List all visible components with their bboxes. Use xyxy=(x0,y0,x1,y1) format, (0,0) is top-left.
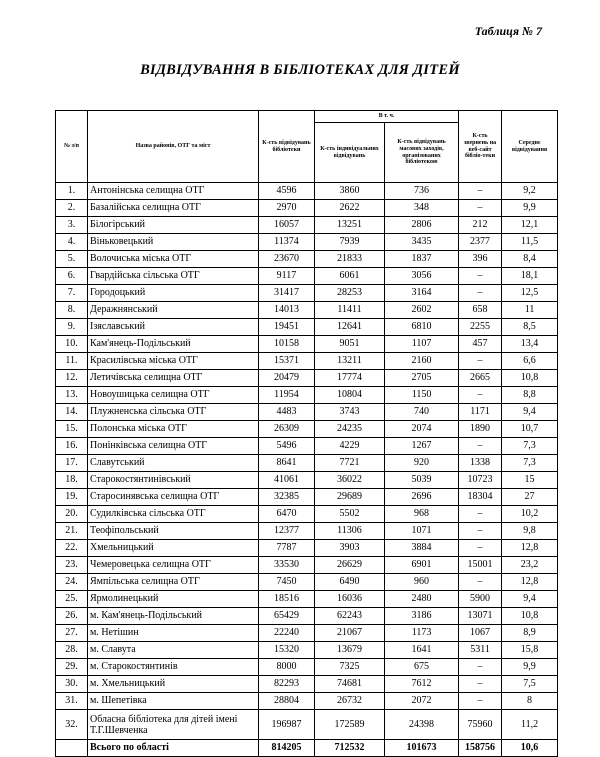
cell-individual: 74681 xyxy=(315,676,385,693)
table-caption: Таблиця № 7 xyxy=(474,24,542,38)
cell-web: 1338 xyxy=(459,455,502,472)
cell-name: Старосинявська селищна ОТГ xyxy=(88,489,259,506)
table-row xyxy=(56,472,558,489)
cell-name: Летичівська селищна ОТГ xyxy=(88,370,259,387)
cell-avg: 9,8 xyxy=(502,523,558,540)
total-cell-total: 814205 xyxy=(259,740,315,757)
table-row xyxy=(56,285,558,302)
cell-mass: 2705 xyxy=(385,370,459,387)
cell-individual: 17774 xyxy=(315,370,385,387)
cell-total: 41061 xyxy=(259,472,315,489)
cell-individual: 11306 xyxy=(315,523,385,540)
cell-web: – xyxy=(459,693,502,710)
cell-name: Чемеровецька селищна ОТГ xyxy=(88,557,259,574)
cell-no: 14. xyxy=(56,404,88,421)
cell-name: Обласна бібліотека для дітей імені Т.Г.Шевченка xyxy=(88,710,259,740)
total-cell-avg: 10,6 xyxy=(502,740,558,757)
cell-total: 7787 xyxy=(259,540,315,557)
cell-web: 5900 xyxy=(459,591,502,608)
cell-no: 23. xyxy=(56,557,88,574)
cell-name: Ярмолинецький xyxy=(88,591,259,608)
header-individual: К-сть індивідуальних відвідувань xyxy=(315,123,385,183)
cell-total: 23670 xyxy=(259,251,315,268)
cell-individual: 16036 xyxy=(315,591,385,608)
table-row xyxy=(56,676,558,693)
cell-mass: 1837 xyxy=(385,251,459,268)
cell-mass: 5039 xyxy=(385,472,459,489)
cell-individual: 28253 xyxy=(315,285,385,302)
cell-individual: 3743 xyxy=(315,404,385,421)
cell-individual: 172589 xyxy=(315,710,385,740)
cell-individual: 7325 xyxy=(315,659,385,676)
header-web: К-сть звернень на веб-сайт бібліо-теки xyxy=(459,111,502,183)
table-row xyxy=(56,523,558,540)
cell-avg: 12,5 xyxy=(502,285,558,302)
cell-avg: 7,3 xyxy=(502,438,558,455)
cell-no: 19. xyxy=(56,489,88,506)
cell-name: Волочиська міська ОТГ xyxy=(88,251,259,268)
cell-name: м. Шепетівка xyxy=(88,693,259,710)
table-row xyxy=(56,421,558,438)
cell-name: м. Старокостянтинів xyxy=(88,659,259,676)
cell-web: – xyxy=(459,438,502,455)
cell-avg: 11,2 xyxy=(502,710,558,740)
cell-total: 19451 xyxy=(259,319,315,336)
cell-web: – xyxy=(459,574,502,591)
cell-name: Білогірський xyxy=(88,217,259,234)
cell-avg: 27 xyxy=(502,489,558,506)
cell-avg: 8,9 xyxy=(502,625,558,642)
cell-avg: 9,2 xyxy=(502,183,558,200)
table-row xyxy=(56,693,558,710)
cell-name: Теофіпольський xyxy=(88,523,259,540)
cell-web: – xyxy=(459,540,502,557)
cell-avg: 8,8 xyxy=(502,387,558,404)
cell-name: Славутський xyxy=(88,455,259,472)
cell-web: 1171 xyxy=(459,404,502,421)
header-mass: К-сть відвідувань масових заходів, організованих бібліотекою xyxy=(385,123,459,183)
cell-name: Ямпільська селищна ОТГ xyxy=(88,574,259,591)
cell-mass: 3435 xyxy=(385,234,459,251)
cell-mass: 968 xyxy=(385,506,459,523)
table-row xyxy=(56,319,558,336)
cell-avg: 15 xyxy=(502,472,558,489)
cell-individual: 13211 xyxy=(315,353,385,370)
cell-total: 8000 xyxy=(259,659,315,676)
total-cell-individual: 712532 xyxy=(315,740,385,757)
table-row xyxy=(56,251,558,268)
cell-avg: 12,8 xyxy=(502,540,558,557)
total-cell-web: 158756 xyxy=(459,740,502,757)
cell-no: 17. xyxy=(56,455,88,472)
cell-no: 9. xyxy=(56,319,88,336)
cell-web: 396 xyxy=(459,251,502,268)
cell-avg: 7,5 xyxy=(502,676,558,693)
cell-avg: 7,3 xyxy=(502,455,558,472)
table-row xyxy=(56,455,558,472)
cell-total: 22240 xyxy=(259,625,315,642)
table-row xyxy=(56,506,558,523)
table-row xyxy=(56,234,558,251)
cell-avg: 23,2 xyxy=(502,557,558,574)
cell-no: 2. xyxy=(56,200,88,217)
cell-mass: 2602 xyxy=(385,302,459,319)
cell-no: 12. xyxy=(56,370,88,387)
cell-individual: 10804 xyxy=(315,387,385,404)
cell-web: 13071 xyxy=(459,608,502,625)
cell-individual: 7721 xyxy=(315,455,385,472)
cell-mass: 6810 xyxy=(385,319,459,336)
cell-no: 24. xyxy=(56,574,88,591)
cell-name: Хмельницький xyxy=(88,540,259,557)
cell-individual: 21067 xyxy=(315,625,385,642)
cell-total: 16057 xyxy=(259,217,315,234)
cell-mass: 2696 xyxy=(385,489,459,506)
table-row xyxy=(56,642,558,659)
cell-no: 16. xyxy=(56,438,88,455)
cell-no: 27. xyxy=(56,625,88,642)
table-row xyxy=(56,540,558,557)
cell-avg: 10,7 xyxy=(502,421,558,438)
cell-total: 2970 xyxy=(259,200,315,217)
cell-mass: 1071 xyxy=(385,523,459,540)
cell-no: 10. xyxy=(56,336,88,353)
cell-total: 33530 xyxy=(259,557,315,574)
cell-name: Плужненська сільська ОТГ xyxy=(88,404,259,421)
cell-mass: 1150 xyxy=(385,387,459,404)
table-row xyxy=(56,438,558,455)
cell-mass: 2480 xyxy=(385,591,459,608)
cell-mass: 3164 xyxy=(385,285,459,302)
cell-total: 28804 xyxy=(259,693,315,710)
cell-no: 18. xyxy=(56,472,88,489)
cell-total: 20479 xyxy=(259,370,315,387)
cell-name: м. Кам'янець-Подільський xyxy=(88,608,259,625)
cell-avg: 9,9 xyxy=(502,659,558,676)
cell-web: 658 xyxy=(459,302,502,319)
cell-mass: 2074 xyxy=(385,421,459,438)
cell-web: – xyxy=(459,183,502,200)
cell-mass: 1641 xyxy=(385,642,459,659)
cell-avg: 15,8 xyxy=(502,642,558,659)
cell-mass: 1267 xyxy=(385,438,459,455)
cell-name: Антонінська селищна ОТГ xyxy=(88,183,259,200)
cell-name: Новоушицька селищна ОТГ xyxy=(88,387,259,404)
cell-avg: 8 xyxy=(502,693,558,710)
cell-avg: 6,6 xyxy=(502,353,558,370)
cell-total: 26309 xyxy=(259,421,315,438)
cell-web: – xyxy=(459,353,502,370)
cell-mass: 736 xyxy=(385,183,459,200)
cell-mass: 24398 xyxy=(385,710,459,740)
cell-individual: 62243 xyxy=(315,608,385,625)
cell-web: 1890 xyxy=(459,421,502,438)
cell-total: 15371 xyxy=(259,353,315,370)
cell-no: 31. xyxy=(56,693,88,710)
cell-total: 196987 xyxy=(259,710,315,740)
cell-mass: 1107 xyxy=(385,336,459,353)
cell-web: – xyxy=(459,268,502,285)
cell-no: 15. xyxy=(56,421,88,438)
cell-no: 1. xyxy=(56,183,88,200)
cell-individual: 3903 xyxy=(315,540,385,557)
cell-individual: 6490 xyxy=(315,574,385,591)
table-row xyxy=(56,336,558,353)
total-cell-mass: 101673 xyxy=(385,740,459,757)
table-row xyxy=(56,200,558,217)
cell-mass: 740 xyxy=(385,404,459,421)
cell-total: 18516 xyxy=(259,591,315,608)
header-name: Назва районів, ОТГ та міст xyxy=(88,111,259,183)
cell-individual: 21833 xyxy=(315,251,385,268)
header-row xyxy=(56,111,558,123)
cell-avg: 11 xyxy=(502,302,558,319)
cell-avg: 9,4 xyxy=(502,404,558,421)
cell-total: 15320 xyxy=(259,642,315,659)
cell-no: 4. xyxy=(56,234,88,251)
cell-total: 6470 xyxy=(259,506,315,523)
cell-name: м. Славута xyxy=(88,642,259,659)
table-row xyxy=(56,183,558,200)
cell-name: м. Хмельницький xyxy=(88,676,259,693)
cell-total: 5496 xyxy=(259,438,315,455)
table-row xyxy=(56,353,558,370)
table-row xyxy=(56,217,558,234)
cell-web: 15001 xyxy=(459,557,502,574)
cell-avg: 13,4 xyxy=(502,336,558,353)
cell-avg: 10,8 xyxy=(502,370,558,387)
table-row xyxy=(56,625,558,642)
cell-web: 2377 xyxy=(459,234,502,251)
table-row xyxy=(56,659,558,676)
total-cell-name: Всього по області xyxy=(88,740,259,757)
cell-no: 13. xyxy=(56,387,88,404)
table-row xyxy=(56,268,558,285)
cell-individual: 26629 xyxy=(315,557,385,574)
cell-web: – xyxy=(459,659,502,676)
cell-name: Городоцький xyxy=(88,285,259,302)
cell-total: 65429 xyxy=(259,608,315,625)
cell-avg: 8,4 xyxy=(502,251,558,268)
cell-no: 20. xyxy=(56,506,88,523)
cell-avg: 8,5 xyxy=(502,319,558,336)
cell-total: 8641 xyxy=(259,455,315,472)
cell-web: – xyxy=(459,200,502,217)
cell-mass: 3056 xyxy=(385,268,459,285)
table-row xyxy=(56,710,558,740)
table-row xyxy=(56,302,558,319)
cell-avg: 18,1 xyxy=(502,268,558,285)
cell-name: Полонська міська ОТГ xyxy=(88,421,259,438)
cell-no: 21. xyxy=(56,523,88,540)
cell-mass: 2806 xyxy=(385,217,459,234)
cell-name: Віньковецький xyxy=(88,234,259,251)
cell-mass: 675 xyxy=(385,659,459,676)
cell-individual: 24235 xyxy=(315,421,385,438)
cell-mass: 2072 xyxy=(385,693,459,710)
cell-name: м. Нетішин xyxy=(88,625,259,642)
cell-mass: 1173 xyxy=(385,625,459,642)
cell-no: 8. xyxy=(56,302,88,319)
cell-avg: 11,5 xyxy=(502,234,558,251)
cell-name: Деражнянський xyxy=(88,302,259,319)
cell-no: 32. xyxy=(56,710,88,740)
table-row xyxy=(56,557,558,574)
header-total: К-сть відвідувань бібліотеки xyxy=(259,111,315,183)
cell-mass: 6901 xyxy=(385,557,459,574)
table-row xyxy=(56,387,558,404)
cell-no: 30. xyxy=(56,676,88,693)
cell-individual: 6061 xyxy=(315,268,385,285)
cell-avg: 12,8 xyxy=(502,574,558,591)
cell-avg: 9,4 xyxy=(502,591,558,608)
cell-total: 11374 xyxy=(259,234,315,251)
cell-web: 5311 xyxy=(459,642,502,659)
cell-no: 7. xyxy=(56,285,88,302)
cell-total: 12377 xyxy=(259,523,315,540)
cell-web: 75960 xyxy=(459,710,502,740)
cell-individual: 11411 xyxy=(315,302,385,319)
cell-total: 14013 xyxy=(259,302,315,319)
cell-mass: 3884 xyxy=(385,540,459,557)
cell-name: Кам'янець-Подільський xyxy=(88,336,259,353)
cell-individual: 13679 xyxy=(315,642,385,659)
header-no: № з/п xyxy=(56,111,88,183)
cell-web: – xyxy=(459,676,502,693)
cell-total: 11954 xyxy=(259,387,315,404)
cell-web: – xyxy=(459,285,502,302)
cell-no: 5. xyxy=(56,251,88,268)
cell-mass: 960 xyxy=(385,574,459,591)
cell-avg: 10,8 xyxy=(502,608,558,625)
table-row xyxy=(56,608,558,625)
cell-avg: 10,2 xyxy=(502,506,558,523)
cell-mass: 920 xyxy=(385,455,459,472)
cell-individual: 36022 xyxy=(315,472,385,489)
cell-total: 4483 xyxy=(259,404,315,421)
cell-no: 3. xyxy=(56,217,88,234)
cell-web: 2665 xyxy=(459,370,502,387)
cell-total: 9117 xyxy=(259,268,315,285)
cell-name: Гвардійська сільська ОТГ xyxy=(88,268,259,285)
cell-individual: 5502 xyxy=(315,506,385,523)
cell-individual: 26732 xyxy=(315,693,385,710)
cell-individual: 29689 xyxy=(315,489,385,506)
cell-individual: 9051 xyxy=(315,336,385,353)
cell-no: 25. xyxy=(56,591,88,608)
cell-name: Понінківська селищна ОТГ xyxy=(88,438,259,455)
cell-web: – xyxy=(459,523,502,540)
cell-total: 4596 xyxy=(259,183,315,200)
table-row xyxy=(56,404,558,421)
cell-web: 10723 xyxy=(459,472,502,489)
cell-no: 22. xyxy=(56,540,88,557)
table-row xyxy=(56,370,558,387)
cell-total: 82293 xyxy=(259,676,315,693)
cell-no: 29. xyxy=(56,659,88,676)
cell-individual: 7939 xyxy=(315,234,385,251)
cell-name: Судилківська сільська ОТГ xyxy=(88,506,259,523)
total-row xyxy=(56,740,558,757)
total-cell-no xyxy=(56,740,88,757)
cell-no: 28. xyxy=(56,642,88,659)
cell-web: 457 xyxy=(459,336,502,353)
cell-individual: 3860 xyxy=(315,183,385,200)
cell-web: – xyxy=(459,387,502,404)
cell-mass: 348 xyxy=(385,200,459,217)
cell-mass: 3186 xyxy=(385,608,459,625)
library-visits-table xyxy=(55,110,558,757)
cell-name: Ізяславський xyxy=(88,319,259,336)
cell-total: 7450 xyxy=(259,574,315,591)
cell-total: 10158 xyxy=(259,336,315,353)
cell-total: 31417 xyxy=(259,285,315,302)
header-avg: Середнє відвідування xyxy=(502,111,558,183)
cell-web: 2255 xyxy=(459,319,502,336)
cell-individual: 13251 xyxy=(315,217,385,234)
page-title: ВІДВІДУВАННЯ В БІБЛІОТЕКАХ ДЛЯ ДІТЕЙ xyxy=(140,62,460,78)
cell-no: 11. xyxy=(56,353,88,370)
cell-name: Базалійська селищна ОТГ xyxy=(88,200,259,217)
cell-web: – xyxy=(459,506,502,523)
cell-avg: 9,9 xyxy=(502,200,558,217)
cell-web: 18304 xyxy=(459,489,502,506)
cell-individual: 2622 xyxy=(315,200,385,217)
cell-individual: 12641 xyxy=(315,319,385,336)
cell-total: 32385 xyxy=(259,489,315,506)
cell-no: 26. xyxy=(56,608,88,625)
header-group: В т. ч. xyxy=(315,111,459,123)
cell-individual: 4229 xyxy=(315,438,385,455)
table-row xyxy=(56,591,558,608)
cell-name: Старокостянтинівський xyxy=(88,472,259,489)
cell-mass: 2160 xyxy=(385,353,459,370)
cell-web: 212 xyxy=(459,217,502,234)
table-body xyxy=(56,183,558,757)
cell-name: Красилівська міська ОТГ xyxy=(88,353,259,370)
table-row xyxy=(56,574,558,591)
cell-mass: 7612 xyxy=(385,676,459,693)
cell-no: 6. xyxy=(56,268,88,285)
table-row xyxy=(56,489,558,506)
cell-avg: 12,1 xyxy=(502,217,558,234)
cell-web: 1067 xyxy=(459,625,502,642)
